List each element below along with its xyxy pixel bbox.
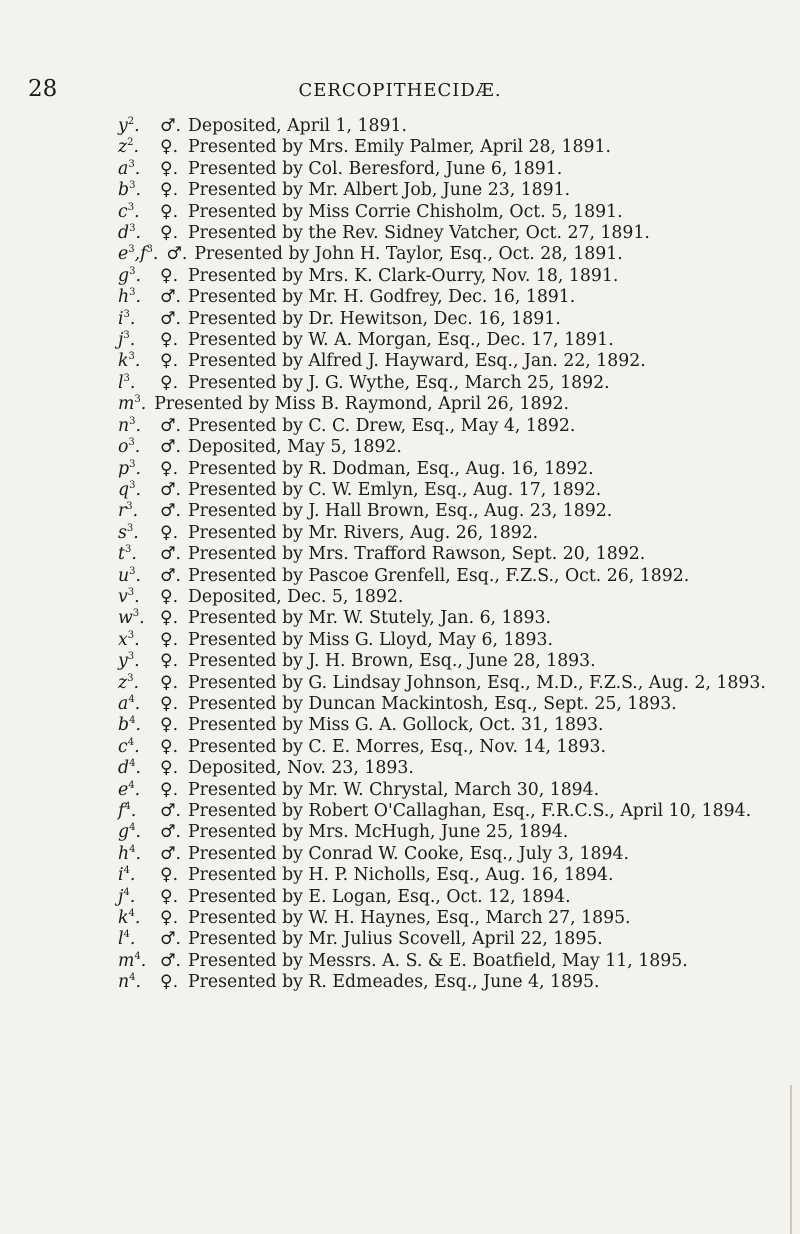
sex-symbol: ♂.	[160, 929, 181, 950]
specimen-label: $m^4$.	[118, 950, 147, 971]
specimen-label: $u^3$.	[118, 565, 142, 586]
specimen-letter: y	[118, 116, 128, 136]
entry-text: Presented by Mr. H. Godfrey, Dec. 16, 1891.	[188, 287, 576, 308]
specimen-label: $i^3$.	[118, 308, 136, 329]
sex-symbol: ♀.	[160, 886, 179, 907]
margin-rule	[790, 1085, 792, 1234]
specimen-superscript: 4	[129, 715, 136, 727]
list-item	[118, 223, 768, 244]
entry-text: Presented by Duncan Mackintosh, Esq., Sept. 25, 1893.	[188, 693, 677, 714]
specimen-letter: i	[118, 308, 124, 329]
specimen-superscript: 2	[127, 137, 134, 149]
entry-text: Presented by Miss G. Lloyd, May 6, 1893.	[188, 629, 553, 650]
specimen-superscript: 4	[134, 950, 141, 962]
entry-text: Presented by Conrad W. Cooke, Esq., July 3, 1894.	[188, 843, 630, 864]
sex-symbol: ♀.	[160, 972, 179, 993]
specimen-label: $b^3$.	[118, 180, 141, 201]
sex-symbol: ♂.	[160, 544, 181, 565]
specimen-letter: f	[140, 244, 147, 265]
specimen-letter: a	[118, 158, 129, 179]
sex-symbol: ♀.	[160, 715, 179, 736]
entry-text: Presented by John H. Taylor, Esq., Oct. 28, 1891.	[194, 244, 623, 265]
specimen-superscript: 4	[123, 865, 130, 877]
list-item	[118, 137, 768, 158]
entry-text: Presented by Pascoe Grenfell, Esq., F.Z.S., Oct. 26, 1892.	[188, 565, 690, 586]
specimen-superscript: 3	[146, 244, 153, 256]
specimen-letter: e	[118, 244, 129, 265]
sex-symbol: ♂.	[160, 950, 181, 971]
specimen-superscript: 3	[127, 672, 134, 684]
sex-symbol: ♀.	[160, 458, 179, 479]
specimen-letter: c	[118, 736, 128, 757]
entry-text: Deposited, Dec. 5, 1892.	[188, 586, 404, 607]
specimen-label: $y^2$.	[118, 116, 140, 136]
specimen-label: $c^4$.	[118, 736, 140, 757]
list-item	[118, 566, 768, 587]
list-item	[118, 844, 768, 865]
specimen-superscript: 3	[129, 265, 136, 277]
specimen-letter: a	[118, 693, 129, 714]
list-item	[118, 651, 768, 672]
specimen-letter: y	[118, 651, 128, 672]
entry-text: Presented by Miss G. A. Gollock, Oct. 31, 1893.	[188, 715, 604, 736]
specimen-superscript: 3	[128, 437, 135, 449]
specimen-superscript: 3	[129, 415, 136, 427]
specimen-label: $y^3$.	[118, 651, 140, 672]
specimen-superscript: 3	[126, 501, 133, 513]
list-item	[118, 266, 768, 287]
specimen-superscript: 4	[128, 908, 135, 920]
list-item	[118, 394, 768, 415]
entry-text: Presented by the Rev. Sidney Vatcher, Oct. 27, 1891.	[188, 223, 650, 244]
list-item	[118, 202, 768, 223]
specimen-superscript: 3	[129, 479, 136, 491]
sex-symbol: ♀.	[160, 736, 179, 757]
specimen-letter: l	[118, 929, 124, 950]
specimen-superscript: 4	[129, 758, 136, 770]
sex-symbol: ♂.	[160, 501, 181, 522]
sex-symbol: ♀.	[160, 865, 179, 886]
specimen-letter: k	[118, 351, 129, 372]
specimen-superscript: 3	[127, 629, 135, 641]
specimen-label: $q^3$.	[118, 479, 141, 500]
specimen-letter: e	[118, 779, 129, 800]
specimen-superscript: 3	[123, 308, 130, 320]
sex-symbol: ♀.	[160, 693, 179, 714]
specimen-superscript: 2	[127, 116, 135, 127]
specimen-superscript: 3	[129, 287, 136, 299]
specimen-label: $n^3$.	[118, 415, 142, 436]
sex-symbol: ♂.	[160, 308, 181, 329]
specimen-label: $s^3$.	[118, 522, 139, 543]
specimen-letter: v	[118, 586, 128, 607]
specimen-label: $j^4$.	[118, 886, 136, 907]
specimen-letter: x	[118, 629, 128, 650]
entry-text: Presented by C. W. Emlyn, Esq., Aug. 17, 1892.	[188, 479, 602, 500]
specimen-superscript: 4	[123, 929, 130, 941]
list-item	[118, 116, 768, 137]
specimen-superscript: 3	[127, 651, 135, 663]
sex-symbol: ♀.	[160, 223, 179, 244]
list-item	[118, 244, 768, 265]
sex-symbol: ♀.	[160, 137, 179, 158]
specimen-superscript: 3	[123, 372, 130, 384]
specimen-label: $e^4$.	[118, 779, 141, 800]
entry-text: Presented by Col. Beresford, June 6, 1891.	[188, 158, 563, 179]
page-number: 28	[28, 76, 58, 102]
specimen-label: $b^4$.	[118, 715, 141, 736]
entry-text: Presented by Alfred J. Hayward, Esq., Jan. 22, 1892.	[188, 351, 646, 372]
sex-symbol: ♀.	[160, 586, 179, 607]
specimen-letter: z	[118, 672, 128, 693]
list-item	[118, 673, 768, 694]
specimen-superscript: 4	[128, 693, 135, 705]
specimen-superscript: 3	[128, 244, 135, 256]
sex-symbol: ♀.	[160, 608, 179, 629]
list-item	[118, 544, 768, 565]
specimen-superscript: 3	[123, 330, 130, 342]
specimen-letter: h	[118, 287, 130, 308]
entry-text: Presented by C. E. Morres, Esq., Nov. 14, 1893.	[188, 736, 606, 757]
sex-symbol: ♀.	[160, 265, 179, 286]
list-item	[118, 801, 768, 822]
specimen-letter: w	[118, 608, 133, 629]
specimen-superscript: 3	[127, 586, 135, 598]
sex-symbol: ♂.	[160, 437, 181, 458]
list-item	[118, 630, 768, 651]
specimen-letter: n	[118, 972, 130, 993]
entry-text: Presented by Dr. Hewitson, Dec. 16, 1891.	[188, 308, 561, 329]
specimen-superscript: 4	[129, 822, 136, 834]
sex-symbol: ♀.	[160, 779, 179, 800]
entry-text: Presented by R. Edmeades, Esq., June 4, 1895.	[188, 972, 600, 993]
specimen-letter: c	[118, 201, 128, 222]
sex-symbol: ♀.	[160, 372, 179, 393]
entry-text: Deposited, April 1, 1891.	[188, 116, 407, 136]
list-item	[118, 309, 768, 330]
specimen-label: $i^4$.	[118, 865, 136, 886]
specimen-letter: q	[118, 479, 130, 500]
specimen-label: $w^3$.	[118, 608, 145, 629]
list-item	[118, 501, 768, 522]
specimen-label: $j^3$.	[118, 330, 136, 351]
specimen-superscript: 3	[128, 351, 135, 363]
list-item	[118, 780, 768, 801]
entry-text: Presented by Robert O'Callaghan, Esq., F.R.C.S., April 10, 1894.	[188, 801, 752, 821]
specimen-superscript: 4	[127, 736, 135, 748]
sex-symbol: ♀.	[160, 672, 179, 693]
list-item	[118, 758, 768, 779]
sex-symbol: ♂.	[160, 801, 181, 821]
specimen-letter: m	[118, 950, 135, 971]
entry-text: Presented by Mr. W. Stutely, Jan. 6, 1893.	[188, 608, 552, 629]
specimen-letter: b	[118, 180, 130, 201]
entry-text: Presented by Miss Corrie Chisholm, Oct. 5, 1891.	[188, 201, 623, 222]
specimen-label: $m^3$.	[118, 394, 147, 415]
sex-symbol: ♂.	[160, 565, 181, 586]
specimen-superscript: 3	[128, 158, 135, 170]
specimen-label: $c^3$.	[118, 201, 140, 222]
list-item	[118, 373, 768, 394]
sex-symbol: ♂.	[160, 843, 181, 864]
specimen-label: $d^3$.	[118, 223, 141, 244]
specimen-label: $t^3$.	[118, 544, 137, 565]
specimen-letter: l	[118, 372, 124, 393]
list-item	[118, 737, 768, 758]
entry-text: Presented by W. H. Haynes, Esq., March 27, 1895.	[188, 908, 631, 929]
list-item	[118, 587, 768, 608]
entry-text: Presented by H. P. Nicholls, Esq., Aug. 16, 1894.	[188, 865, 614, 886]
entry-text: Presented by E. Logan, Esq., Oct. 12, 1894.	[188, 886, 571, 907]
specimen-letter: p	[118, 458, 130, 479]
specimen-superscript: 4	[124, 801, 131, 812]
sex-symbol: ♀.	[160, 330, 179, 351]
entry-text: Presented by Mr. Rivers, Aug. 26, 1892.	[188, 522, 539, 543]
specimen-letter: d	[118, 758, 130, 779]
specimen-letter: j	[118, 886, 124, 907]
sex-symbol: ♂.	[166, 244, 188, 265]
list-item	[118, 822, 768, 843]
sex-symbol: ♀.	[160, 908, 179, 929]
list-item	[118, 608, 768, 629]
list-item	[118, 715, 768, 736]
specimen-label: $l^4$.	[118, 929, 136, 950]
specimen-superscript: 3	[129, 565, 136, 577]
specimen-letter: r	[118, 501, 127, 522]
list-item	[118, 694, 768, 715]
specimen-superscript: 3	[129, 458, 136, 470]
specimen-letter: n	[118, 415, 130, 436]
entry-text: Presented by J. H. Brown, Esq., June 28, 1893.	[188, 651, 596, 672]
list-item	[118, 459, 768, 480]
list-item	[118, 287, 768, 308]
specimen-letter: z	[118, 137, 128, 158]
specimen-superscript: 3	[134, 394, 141, 406]
list-item	[118, 972, 768, 993]
entry-text: Deposited, Nov. 23, 1893.	[188, 758, 414, 779]
specimen-label: $h^4$.	[118, 843, 142, 864]
list-item	[118, 351, 768, 372]
sex-symbol: ♂.	[160, 822, 181, 843]
specimen-label: $n^4$.	[118, 972, 142, 993]
specimen-letter: o	[118, 437, 129, 458]
specimen-superscript: 3	[124, 544, 132, 556]
entry-text: Presented by J. Hall Brown, Esq., Aug. 23, 1892.	[188, 501, 613, 522]
specimen-letter: k	[118, 908, 129, 929]
specimen-label: $p^3$.	[118, 458, 141, 479]
entry-text: Presented by Mrs. McHugh, June 25, 1894.	[188, 822, 569, 843]
specimen-letter: g	[118, 265, 130, 286]
specimen-superscript: 3	[126, 522, 134, 534]
specimen-label: $x^3$.	[118, 629, 140, 650]
specimen-letter: s	[118, 522, 127, 543]
specimen-superscript: 4	[129, 972, 136, 984]
sex-symbol: ♀.	[160, 522, 179, 543]
entry-text: Presented by Mr. Julius Scovell, April 22, 1895.	[188, 929, 603, 950]
sex-symbol: ♂.	[160, 116, 181, 136]
specimen-label: $k^4$.	[118, 908, 141, 929]
specimen-label: $a^3$.	[118, 158, 141, 179]
sex-symbol: ♀.	[160, 629, 179, 650]
specimen-list	[118, 116, 768, 994]
sex-symbol: ♀.	[160, 351, 179, 372]
entry-text: Presented by Messrs. A. S. & E. Boatfield, May 11, 1895.	[188, 950, 688, 971]
entry-text: Presented by G. Lindsay Johnson, Esq., M.D., F.Z.S., Aug. 2, 1893.	[188, 672, 766, 693]
specimen-letter: h	[118, 843, 130, 864]
entry-text: Presented by R. Dodman, Esq., Aug. 16, 1892.	[188, 458, 594, 479]
specimen-superscript: 4	[128, 779, 135, 791]
entry-text: Presented by Mrs. Trafford Rawson, Sept. 20, 1892.	[188, 544, 646, 565]
specimen-label: $v^3$.	[118, 586, 140, 607]
specimen-superscript: 4	[129, 843, 136, 855]
specimen-label: $a^4$.	[118, 693, 141, 714]
specimen-label: $g^4$.	[118, 822, 141, 843]
entry-text: Presented by Mr. Albert Job, June 23, 1891.	[188, 180, 571, 201]
specimen-superscript: 3	[129, 223, 136, 235]
specimen-superscript: 3	[127, 201, 135, 213]
list-item	[118, 887, 768, 908]
entry-text: Presented by Mrs. Emily Palmer, April 28, 1891.	[188, 137, 611, 158]
list-item	[118, 437, 768, 458]
specimen-letter: u	[118, 565, 130, 586]
specimen-superscript: 3	[132, 608, 140, 620]
specimen-letter: d	[118, 223, 130, 244]
running-head: CERCOPITHECIDÆ.	[298, 80, 502, 101]
list-item	[118, 330, 768, 351]
sex-symbol: ♀.	[160, 651, 179, 672]
specimen-label: $r^3$.	[118, 501, 139, 522]
list-item	[118, 929, 768, 950]
specimen-letter: b	[118, 715, 130, 736]
specimen-label: $h^3$.	[118, 287, 142, 308]
list-item	[118, 523, 768, 544]
sex-symbol: ♀.	[160, 201, 179, 222]
list-item	[118, 865, 768, 886]
sex-symbol: ♂.	[160, 479, 181, 500]
entry-text: Presented by Miss B. Raymond, April 26, 1892.	[154, 394, 570, 415]
specimen-letter: g	[118, 822, 130, 843]
specimen-label: $d^4$.	[118, 758, 141, 779]
specimen-letter: m	[118, 394, 135, 415]
specimen-label: $l^3$.	[118, 372, 136, 393]
specimen-label: $e^3,f^3$.	[118, 244, 159, 265]
specimen-superscript: 4	[123, 886, 130, 898]
list-item	[118, 908, 768, 929]
sex-symbol: ♀.	[160, 158, 179, 179]
specimen-letter: t	[118, 544, 125, 565]
entry-text: Presented by Mrs. K. Clark-Ourry, Nov. 18, 1891.	[188, 265, 619, 286]
list-item	[118, 180, 768, 201]
entry-text: Presented by Mr. W. Chrystal, March 30, 1894.	[188, 779, 600, 800]
sex-symbol: ♂.	[160, 415, 181, 436]
specimen-letter: i	[118, 865, 124, 886]
specimen-label: $g^3$.	[118, 265, 141, 286]
list-item	[118, 159, 768, 180]
specimen-label: $z^3$.	[118, 672, 139, 693]
entry-text: Presented by C. C. Drew, Esq., May 4, 1892.	[188, 415, 576, 436]
list-item	[118, 951, 768, 972]
specimen-label: $f^4$.	[118, 801, 137, 821]
specimen-superscript: 3	[129, 180, 136, 192]
specimen-label: $z^2$.	[118, 137, 139, 158]
specimen-label: $o^3$.	[118, 437, 141, 458]
specimen-label: $k^3$.	[118, 351, 141, 372]
entry-text: Presented by W. A. Morgan, Esq., Dec. 17, 1891.	[188, 330, 614, 351]
list-item	[118, 480, 768, 501]
list-item	[118, 416, 768, 437]
sex-symbol: ♂.	[160, 287, 181, 308]
sex-symbol: ♀.	[160, 758, 179, 779]
entry-text: Presented by J. G. Wythe, Esq., March 25, 1892.	[188, 372, 610, 393]
entry-text: Deposited, May 5, 1892.	[188, 437, 402, 458]
sex-symbol: ♀.	[160, 180, 179, 201]
specimen-letter: f	[118, 801, 125, 821]
specimen-letter: j	[118, 330, 124, 351]
